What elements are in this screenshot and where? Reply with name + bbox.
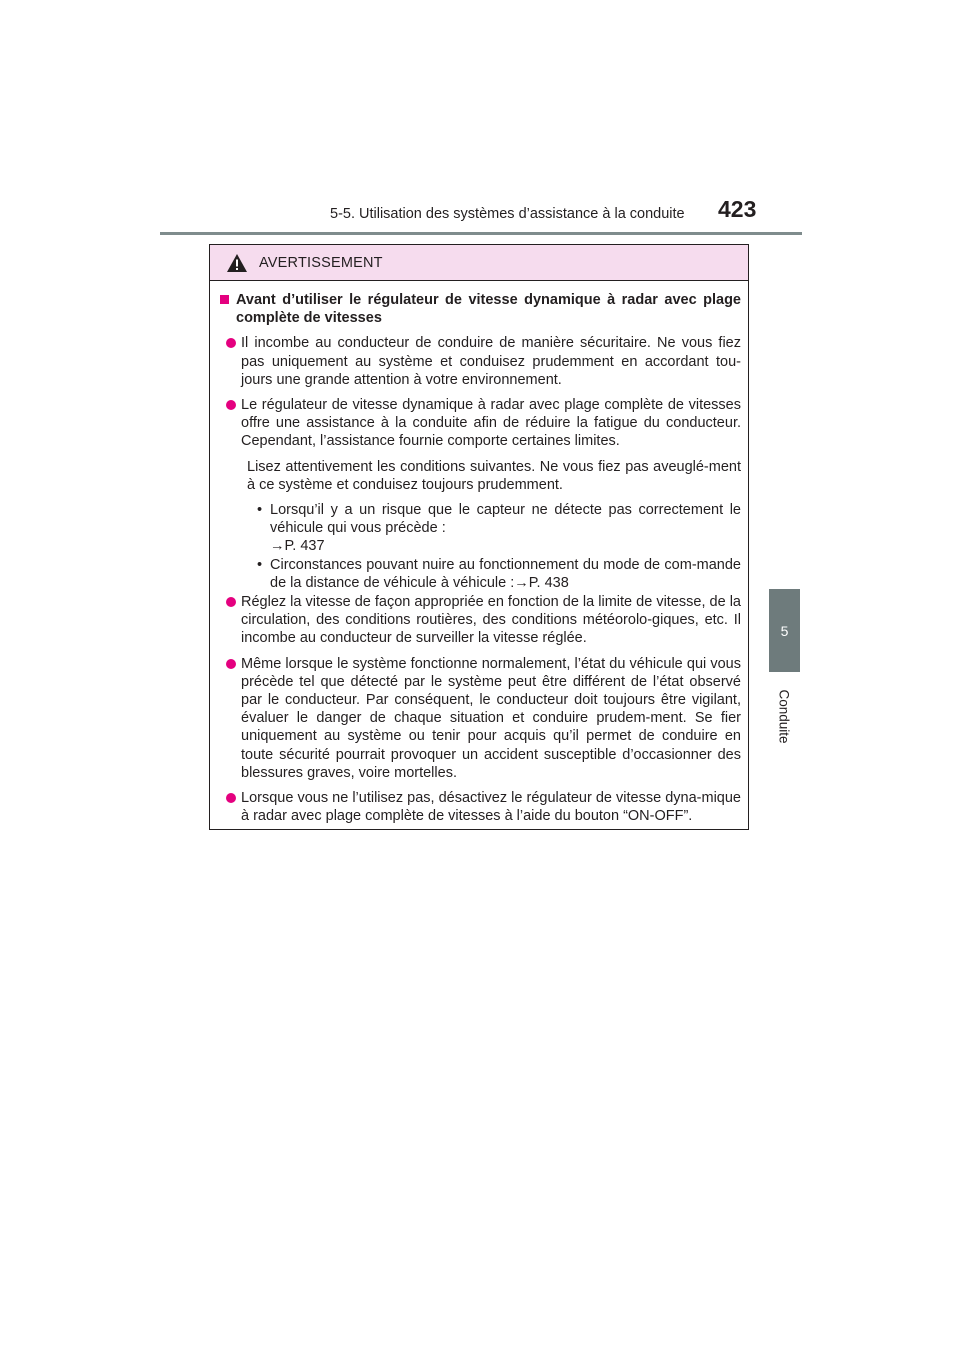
sub-list-item-text: Circonstances pouvant nuire au fonctionnement du mode de com-mande de la distance de véhicule à véhicule :→P. 438 [270,556,741,591]
chapter-label [770,686,798,746]
list-item-text: Le régulateur de vitesse dynamique à radar avec plage complète de vitesses offre une assistance à la conduite afin de réduire la fatigue du conducteur. Cependant, l’assistance fournie comporte certaines limites. [241,397,741,450]
square-bullet-icon [220,295,229,304]
circle-bullet-icon [226,597,236,607]
section-header-title: 5-5. Utilisation des systèmes d’assistance à la conduite [330,206,685,222]
warning-section-title-text: Avant d’utiliser le régulateur de vitesse dynamique à radar avec plage complète de vitesses [236,292,741,327]
chapter-tab [769,589,800,672]
list-item-text: Réglez la vitesse de façon appropriée en fonction de la limite de vitesse, de la circulation, des conditions routières, des conditions météorolo-giques, etc. Il incombe au conducteur de surveiller la vitesse réglée. [241,594,741,647]
circle-bullet-icon [226,338,236,348]
list-item [226,789,741,825]
header-divider [160,232,802,235]
sub-bullet-mark: • [257,556,263,573]
sub-list-item [257,556,741,592]
circle-bullet-icon [226,793,236,803]
circle-bullet-icon [226,400,236,410]
sub-list-item-text: Lorsqu’il y a un risque que le capteur ne détecte pas correctement le véhicule qui vous précède : [270,502,741,537]
chapter-number: 5 [780,622,789,639]
list-item [226,655,741,782]
list-item [226,334,741,389]
page-reference-link[interactable]: →P. 437 [270,538,325,555]
warning-title: AVERTISSEMENT [259,254,383,271]
list-item-text: Même lorsque le système fonctionne normalement, l’état du véhicule qui vous précède tel que détecté par le système peut être différent de l’état observé par le conducteur. Par conséquent, le conducteur doit toujours être vigilant, évaluer le danger de chaque situation et conduire prudem-ment. Se fier uniquement au système ou tenir pour acquis qu’il permet de conduire en toute sécurité pourrait provoquer un accident susceptible d’occasionner des blessures graves, voire mortelles. [241,655,741,781]
list-item-text: Lorsque vous ne l’utilisez pas, désactivez le régulateur de vitesse dyna-mique à radar avec plage complète de vitesses à l’aide du bouton “ON-OFF”. [241,790,741,825]
sub-bullet-mark: • [257,502,263,519]
warning-header [210,245,748,281]
chapter-label-text: Conduite [776,688,792,744]
warning-body [210,281,748,825]
warning-section-title [220,291,741,327]
warning-box [209,244,749,830]
page-number: 423 [718,196,757,222]
list-item [226,593,741,648]
list-item-text: Il incombe au conducteur de conduire de manière sécuritaire. Ne vous fiez pas uniquement au système et conduisez prudemment en accordant tou-jours une grande attention à votre environnement. [241,335,741,388]
list-item [226,396,741,451]
warning-triangle-icon [226,253,248,273]
paragraph: Lisez attentivement les conditions suivantes. Ne vous fiez pas aveuglé-ment à ce système et conduisez toujours prudemment. [247,458,741,493]
sub-list-item [257,501,741,537]
circle-bullet-icon [226,659,236,669]
